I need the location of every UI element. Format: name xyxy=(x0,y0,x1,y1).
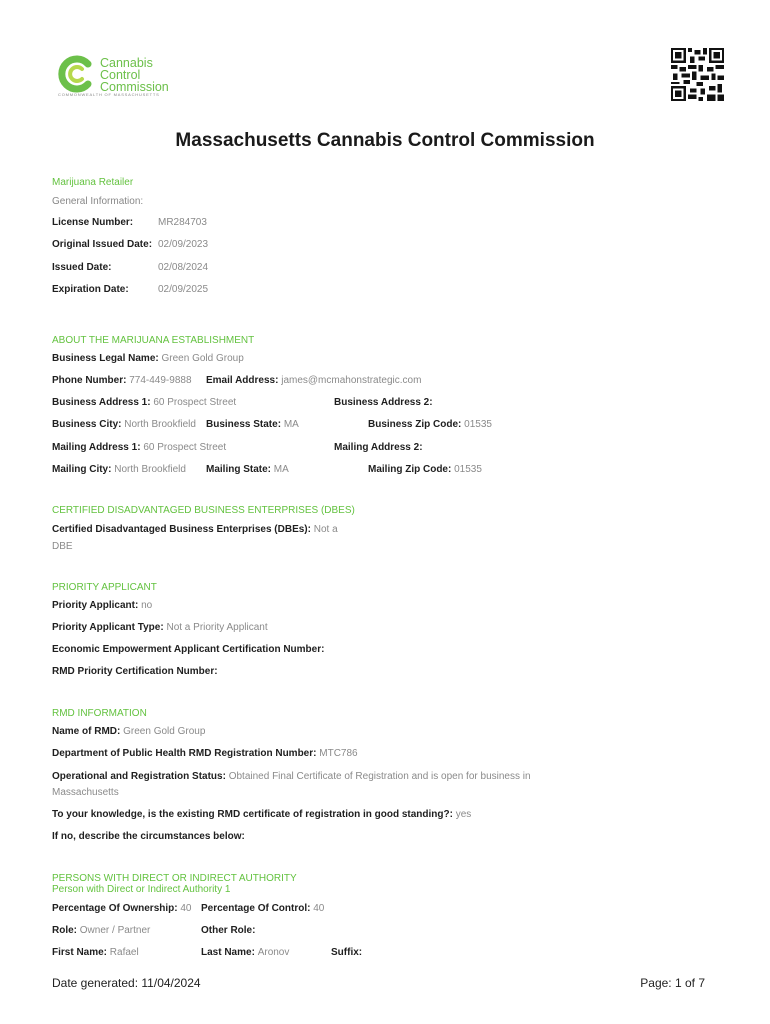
operational-status-value-line-1: Obtained Final Certificate of Registration and is open for business in xyxy=(228,771,531,782)
priority-heading: PRIORITY APPLICANT xyxy=(52,582,157,593)
expiration-date-label: Expiration Date: xyxy=(52,284,129,295)
date-generated: Date generated: 11/04/2024 xyxy=(52,976,201,990)
control-row xyxy=(201,903,324,914)
logo-line-2: Control xyxy=(100,68,141,82)
mailing-state-row xyxy=(206,464,289,475)
mailing-address-2-label: Mailing Address 2: xyxy=(334,442,423,453)
issued-date-value: 02/08/2024 xyxy=(158,262,209,273)
priority-type-value: Not a Priority Applicant xyxy=(166,622,268,633)
role-row xyxy=(52,925,150,936)
license-type: Marijuana Retailer xyxy=(52,177,134,188)
rmd-priority-number-label: RMD Priority Certification Number: xyxy=(52,666,218,677)
eea-number-label: Economic Empowerment Applicant Certification Number: xyxy=(52,644,325,655)
mailing-address-1-value: 60 Prospect Street xyxy=(143,442,227,453)
mailing-state-label: Mailing State: xyxy=(206,464,272,475)
persons-heading: PERSONS WITH DIRECT OR INDIRECT AUTHORITY xyxy=(52,873,297,884)
mailing-city-label: Mailing City: xyxy=(52,464,112,475)
operational-status-row xyxy=(52,771,531,782)
dph-registration-value: MTC786 xyxy=(319,748,358,759)
email-value: james@mcmahonstrategic.com xyxy=(281,375,422,386)
operational-status-label: Operational and Registration Status: xyxy=(52,771,226,782)
dph-registration-row xyxy=(52,748,358,759)
dbe-label: Certified Disadvantaged Business Enterprises (DBEs): xyxy=(52,524,311,535)
page-title: Massachusetts Cannabis Control Commission xyxy=(175,130,595,151)
business-city-row xyxy=(52,419,196,430)
business-zip-value: 01535 xyxy=(464,419,492,430)
mailing-zip-value: 01535 xyxy=(454,464,482,475)
email-label: Email Address: xyxy=(206,375,279,386)
phone-value: 774-449-9888 xyxy=(129,375,192,386)
logo-line-3: Commission xyxy=(100,80,169,94)
mailing-address-1-label: Mailing Address 1: xyxy=(52,442,141,453)
business-address-1-row xyxy=(52,397,236,408)
qr-code-icon xyxy=(671,48,724,101)
mailing-state-value: MA xyxy=(273,464,289,475)
business-zip-row xyxy=(368,419,492,430)
business-state-row xyxy=(206,419,299,430)
logo-line-1: Cannabis xyxy=(100,56,153,70)
good-standing-label: To your knowledge, is the existing RMD certificate of registration in good standing?: xyxy=(52,809,453,820)
business-address-2-label: Business Address 2: xyxy=(334,397,433,408)
business-address-1-label: Business Address 1: xyxy=(52,397,151,408)
priority-type-row xyxy=(52,622,268,633)
priority-applicant-value: no xyxy=(141,600,153,611)
business-address-1-value: 60 Prospect Street xyxy=(153,397,237,408)
rmd-name-label: Name of RMD: xyxy=(52,726,121,737)
mailing-city-row xyxy=(52,464,186,475)
business-city-value: North Brookfield xyxy=(124,419,196,430)
first-name-value: Rafael xyxy=(109,947,139,958)
legal-name-label: Business Legal Name: xyxy=(52,353,159,364)
ownership-row xyxy=(52,903,192,914)
rmd-heading: RMD INFORMATION xyxy=(52,708,147,719)
role-label: Role: xyxy=(52,925,77,936)
dbe-value-line-2: DBE xyxy=(52,541,73,552)
original-issued-value: 02/09/2023 xyxy=(158,239,209,250)
mailing-address-1-row xyxy=(52,442,226,453)
persons-subheading: Person with Direct or Indirect Authority 1 xyxy=(52,884,231,895)
priority-type-label: Priority Applicant Type: xyxy=(52,622,164,633)
control-label: Percentage Of Control: xyxy=(201,903,311,914)
logo-tagline: COMMONWEALTH OF MASSACHUSETTS xyxy=(58,92,160,97)
license-number-label: License Number: xyxy=(52,217,134,228)
mailing-city-value: North Brookfield xyxy=(114,464,186,475)
logo-wordmark xyxy=(100,57,169,93)
describe-circumstances-label: If no, describe the circumstances below: xyxy=(52,831,245,842)
email-row xyxy=(206,375,421,386)
phone-label: Phone Number: xyxy=(52,375,127,386)
dbe-value-line-1: Not a xyxy=(313,524,338,535)
legal-name-value: Green Gold Group xyxy=(161,353,244,364)
dbe-row xyxy=(52,524,338,535)
operational-status-value-line-2: Massachusetts xyxy=(52,787,119,798)
suffix-label: Suffix: xyxy=(331,947,363,958)
cannabis-commission-logo-icon xyxy=(56,54,96,94)
role-value: Owner / Partner xyxy=(79,925,151,936)
rmd-name-value: Green Gold Group xyxy=(123,726,206,737)
good-standing-row xyxy=(52,809,471,820)
control-value: 40 xyxy=(313,903,325,914)
license-number-value: MR284703 xyxy=(158,217,207,228)
business-state-label: Business State: xyxy=(206,419,282,430)
ownership-value: 40 xyxy=(180,903,192,914)
page-number: Page: 1 of 7 xyxy=(640,976,705,990)
expiration-date-value: 02/09/2025 xyxy=(158,284,209,295)
first-name-row xyxy=(52,947,139,958)
issued-date-label: Issued Date: xyxy=(52,262,112,273)
dph-registration-label: Department of Public Health RMD Registration Number: xyxy=(52,748,317,759)
priority-applicant-row xyxy=(52,600,152,611)
ownership-label: Percentage Of Ownership: xyxy=(52,903,178,914)
rmd-name-row xyxy=(52,726,205,737)
first-name-label: First Name: xyxy=(52,947,108,958)
last-name-row xyxy=(201,947,289,958)
original-issued-label: Original Issued Date: xyxy=(52,239,153,250)
business-state-value: MA xyxy=(283,419,299,430)
last-name-value: Aronov xyxy=(257,947,290,958)
dbe-heading: CERTIFIED DISADVANTAGED BUSINESS ENTERPRISES (DBES) xyxy=(52,505,355,516)
priority-applicant-label: Priority Applicant: xyxy=(52,600,139,611)
business-city-label: Business City: xyxy=(52,419,122,430)
other-role-label: Other Role: xyxy=(201,925,256,936)
general-info-heading: General Information: xyxy=(52,196,144,207)
mailing-zip-row xyxy=(368,464,482,475)
mailing-zip-label: Mailing Zip Code: xyxy=(368,464,452,475)
business-zip-label: Business Zip Code: xyxy=(368,419,462,430)
establishment-heading: ABOUT THE MARIJUANA ESTABLISHMENT xyxy=(52,335,255,346)
phone-row xyxy=(52,375,192,386)
last-name-label: Last Name: xyxy=(201,947,255,958)
good-standing-value: yes xyxy=(455,809,472,820)
legal-name-row xyxy=(52,353,244,364)
